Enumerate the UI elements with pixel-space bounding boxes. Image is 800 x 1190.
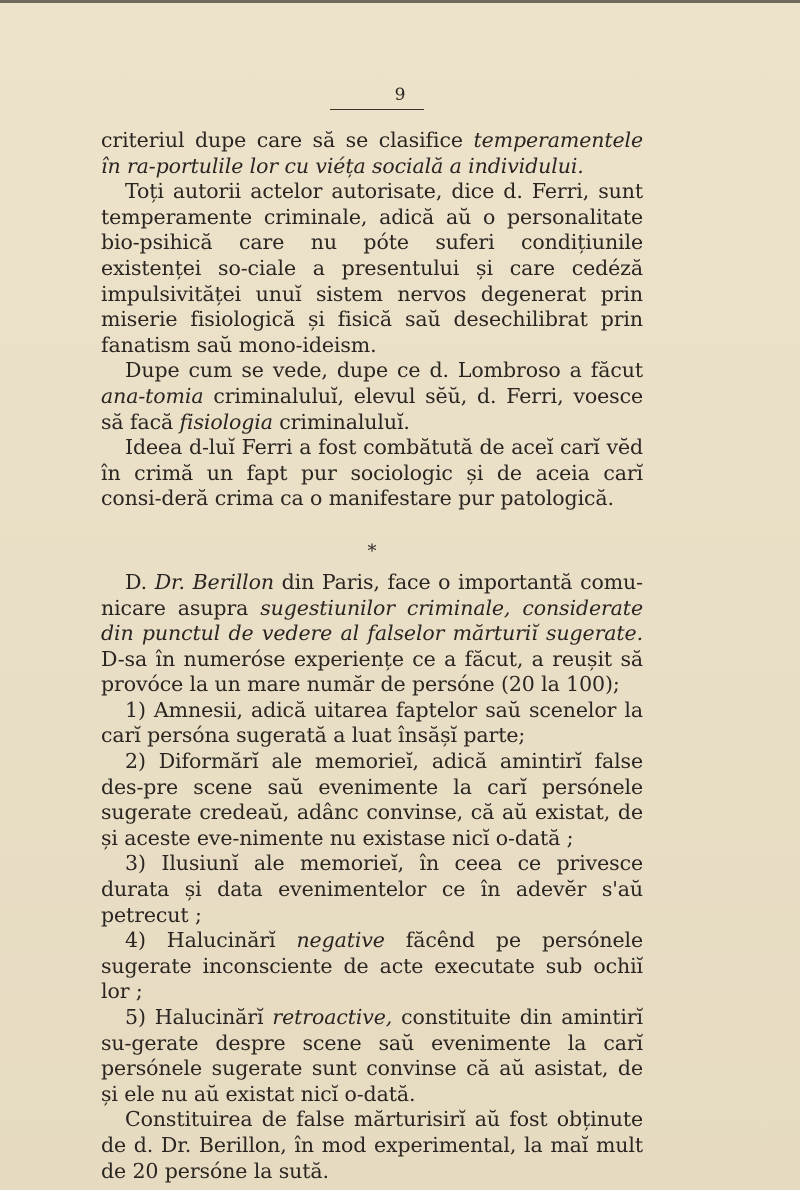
- list-item-5: 5) Halucinărĭ retroactive, constituite din amintirĭ su-gerate despre scene saŭ evenimente la carĭ persónele sugerate sunt convinse că aŭ asistat, de și ele nu aŭ existat nicĭ o-dată.: [101, 1005, 643, 1106]
- page-number: 9: [394, 85, 406, 105]
- list-item-1: 1) Amnesii, adică uitarea faptelor saŭ scenelor la carĭ persóna sugerată a luat însășĭ parte;: [101, 697, 643, 748]
- paragraph-4: Ideea d-luĭ Ferri a fost combătută de aceĭ carĭ vĕd în crimă un fapt pur sociologic și de aceia carĭ consi-deră crima ca o manifestare pur patologică.: [101, 435, 643, 511]
- list-item-4: 4) Halucinărĭ negative făcênd pe persónele sugerate inconsciente de acte executate sub ochiĭ lor ;: [101, 928, 643, 1004]
- section-separator: *: [367, 540, 377, 562]
- page-body: [101, 128, 643, 1184]
- header-rule: [330, 109, 424, 110]
- paragraph-5: D. Dr. Berillon din Paris, face o importantă comu-nicare asupra sugestiunilor criminale, considerate din punctul de vedere al falselor mărturiĭ sugerate. D-sa în numerόse experiențe ce a făcut, a reușit să provóce la un mare număr de persóne (20 la 100);: [101, 569, 643, 697]
- paragraph-3: Dupe cum se vede, dupe ce d. Lombroso a făcut ana-tomia criminaluluĭ, elevul sĕŭ, d. Ferri, voesce să facă fisiologia criminaluluĭ.: [101, 358, 643, 434]
- paragraph-2: Toți autorii actelor autorisate, dice d. Ferri, sunt temperamente criminale, adică aŭ o personalitate bio-psihică care nu póte suferi condițiunile existenței so-ciale a presentului și care cedéză impulsivităței unuĭ sistem nervos degenerat prin miserie fisiologică și fisică saŭ desechilibrat prin fanatism saŭ mono-ideism.: [101, 179, 643, 357]
- list-item-2: 2) Diformărĭ ale memorieĭ, adică amintirĭ false des-pre scene saŭ evenimente la carĭ persónele sugerate credeaŭ, adânc convinse, că aŭ existat, de și aceste eve-nimente nu existase nicĭ o-dată ;: [101, 749, 643, 850]
- paragraph-closing: Constituirea de false mărturisirĭ aŭ fost obținute de d. Dr. Berillon, în mod experimental, la maĭ mult de 20 persóne la sută.: [101, 1107, 643, 1183]
- list-item-3: 3) Ilusiunĭ ale memorieĭ, în ceea ce privesce durata și data evenimentelor ce în adevĕr s'aŭ petrecut ;: [101, 851, 643, 927]
- page-top-edge: [0, 0, 800, 3]
- paragraph-1: criteriul dupe care să se clasifice temperamentele în ra-portulile lor cu viéța socială a individului.: [101, 128, 643, 178]
